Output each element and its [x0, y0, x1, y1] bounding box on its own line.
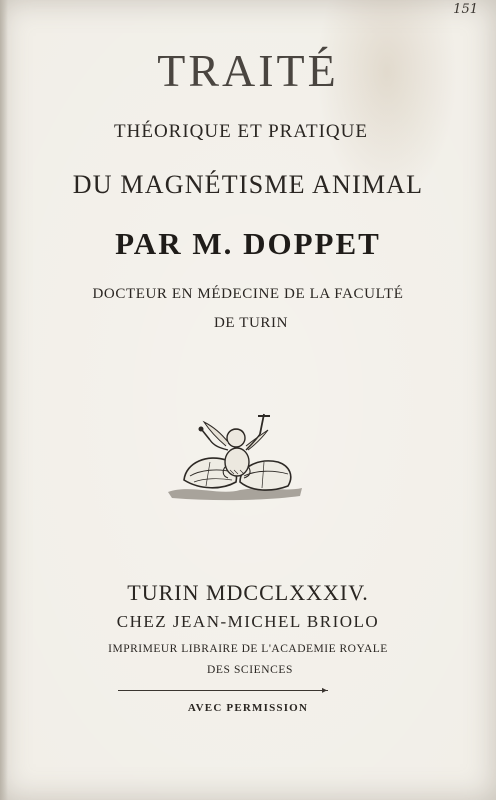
permission-notice: AVEC PERMISSION [187, 702, 309, 714]
author-line: PAR M. DOPPET [115, 226, 381, 261]
decorative-rule [118, 690, 328, 691]
imprint-city-year: TURIN MDCCLXXXIV. [127, 580, 369, 605]
handwritten-page-number: 151 [453, 2, 478, 17]
author-credentials-line-2: DE TURIN [213, 315, 289, 331]
page-edge-shadow [0, 0, 8, 800]
book-title: TRAITÉ [157, 45, 339, 96]
author-credentials-line-1: DOCTEUR EN MÉDECINE DE LA FACULTÉ [92, 286, 404, 302]
printer-title-line-1: IMPRIMEUR LIBRAIRE DE L'ACADEMIE ROYALE [108, 643, 388, 655]
printer-title-line-2: DES SCIENCES [206, 664, 294, 676]
subtitle-line-1: THÉORIQUE ET PRATIQUE [114, 121, 368, 142]
cherub-on-hemispheres-icon [160, 400, 310, 520]
imprint-printer: CHEZ JEAN-MICHEL BRIOLO [116, 612, 380, 631]
rule-end-mark-icon: ▸ [322, 685, 328, 696]
subtitle-line-2: DU MAGNÉTISME ANIMAL [72, 170, 424, 199]
